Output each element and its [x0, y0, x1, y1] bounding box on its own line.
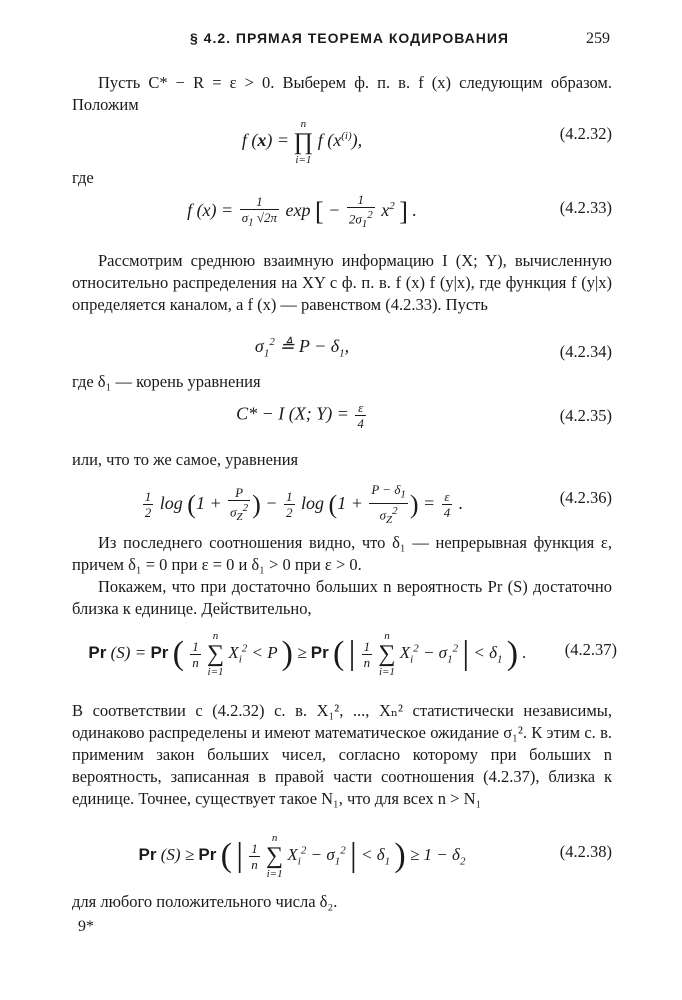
running-head: § 4.2. ПРЯМАЯ ТЕОРЕМА КОДИРОВАНИЯ — [190, 30, 509, 46]
equation-number: (4.2.37) — [564, 640, 617, 659]
equation-number: (4.2.32) — [559, 124, 612, 143]
paragraph-5: или, что то же самое, уравнения — [72, 450, 299, 469]
paragraph-3: Рассмотрим среднюю взаимную информацию I (X; Y), вычисленную относительно распределения на XY с ф. п. в. f (x) f (y|x), где функция f (y|x) определяется каналом, а f (x) — равенством (4.2.33). Пусть — [72, 251, 612, 314]
equation-4-2-35: C* − I (X; Y) = $\frac{\varepsilon}{4}$ (4.2.35) — [236, 400, 612, 431]
equation-number: (4.2.33) — [559, 198, 612, 217]
paragraph-6: Из последнего соотношения видно, что δ₁ — непрерывная функция ε, причем δ₁ = 0 при ε = 0 и δ₁ > 0 при ε > 0. — [72, 533, 612, 574]
paragraph-1: Пусть C* − R = ε > 0. Выберем ф. п. в. f (x) следующим образом. Положим — [72, 73, 612, 114]
paragraph-8: В соответствии с (4.2.32) с. в. X₁², ..., Xₙ² статистически независимы, одинаково распределены и имеют математическое ожидание σ₁². К этим с. в. применим закон больших чисел, согласно которому при больших n вероятность, записанная в правой части соотношения (4.2.37), близка к единице. Точнее, существует такое N₁, что для всех n > N₁ — [72, 701, 612, 808]
equation-number: (4.2.34) — [559, 342, 612, 361]
equation-4-2-32: f (x) = n ∏ i=1 f $(x^{(i)})$, (4.2.32) — [241, 118, 612, 166]
equation-number: (4.2.36) — [559, 488, 612, 507]
equation-4-2-34: $\sigma_1^2$ ≜ $P - \delta_1$, (4.2.34) — [254, 336, 612, 361]
paragraph-2: где — [72, 168, 94, 187]
equation-number: (4.2.35) — [559, 406, 612, 425]
page-header — [70, 30, 610, 54]
signature-mark: 9* — [78, 918, 94, 935]
equation-4-2-33: f (x) = $\frac{1}{\sigma_1 √2\pi}$ exp [ − $\frac{1}{2\sigma_1^2}$ $x^2$ ] . (4.2.33) — [187, 192, 612, 230]
paragraph-4: где δ₁ — корень уравнения — [72, 372, 261, 391]
equation-number: (4.2.38) — [559, 842, 612, 861]
equation-4-2-36: $\frac{1}{2}$ log (1 + $\frac{P}{\sigma_Z^2}$ ) − $\frac{1}{2}$ log (1 + $\frac{P - \delta_1}{\sigma_Z^2}$ ) = $\frac{\varepsilon}{4}$ . (4.2.36) — [144, 482, 612, 526]
equation-4-2-38: Pr (S) ≥ Pr ( | $\frac{1}{n}$ n ∑ i=1 $X_i^2 - \sigma_1^2$ | < $\delta_1$ ) ≥ $1 - \delta_2$ (4.2.38) — [138, 832, 612, 880]
equation-4-2-37: Pr (S) = Pr ( $\frac{1}{n}$ n ∑ i=1 $X_i^2 < P$ ) ≥ Pr ( | $\frac{1}{n}$ n ∑ i=1 $X_i^2 - \sigma_1^2$ | < $\delta_1$ ) . (4.2.37) — [88, 630, 617, 678]
page-number: 259 — [586, 30, 610, 47]
paragraph-7: Покажем, что при достаточно больших n вероятность Pr (S) достаточно близка к единице. Действительно, — [72, 577, 612, 618]
paragraph-9: для любого положительного числа δ₂. — [72, 892, 338, 911]
